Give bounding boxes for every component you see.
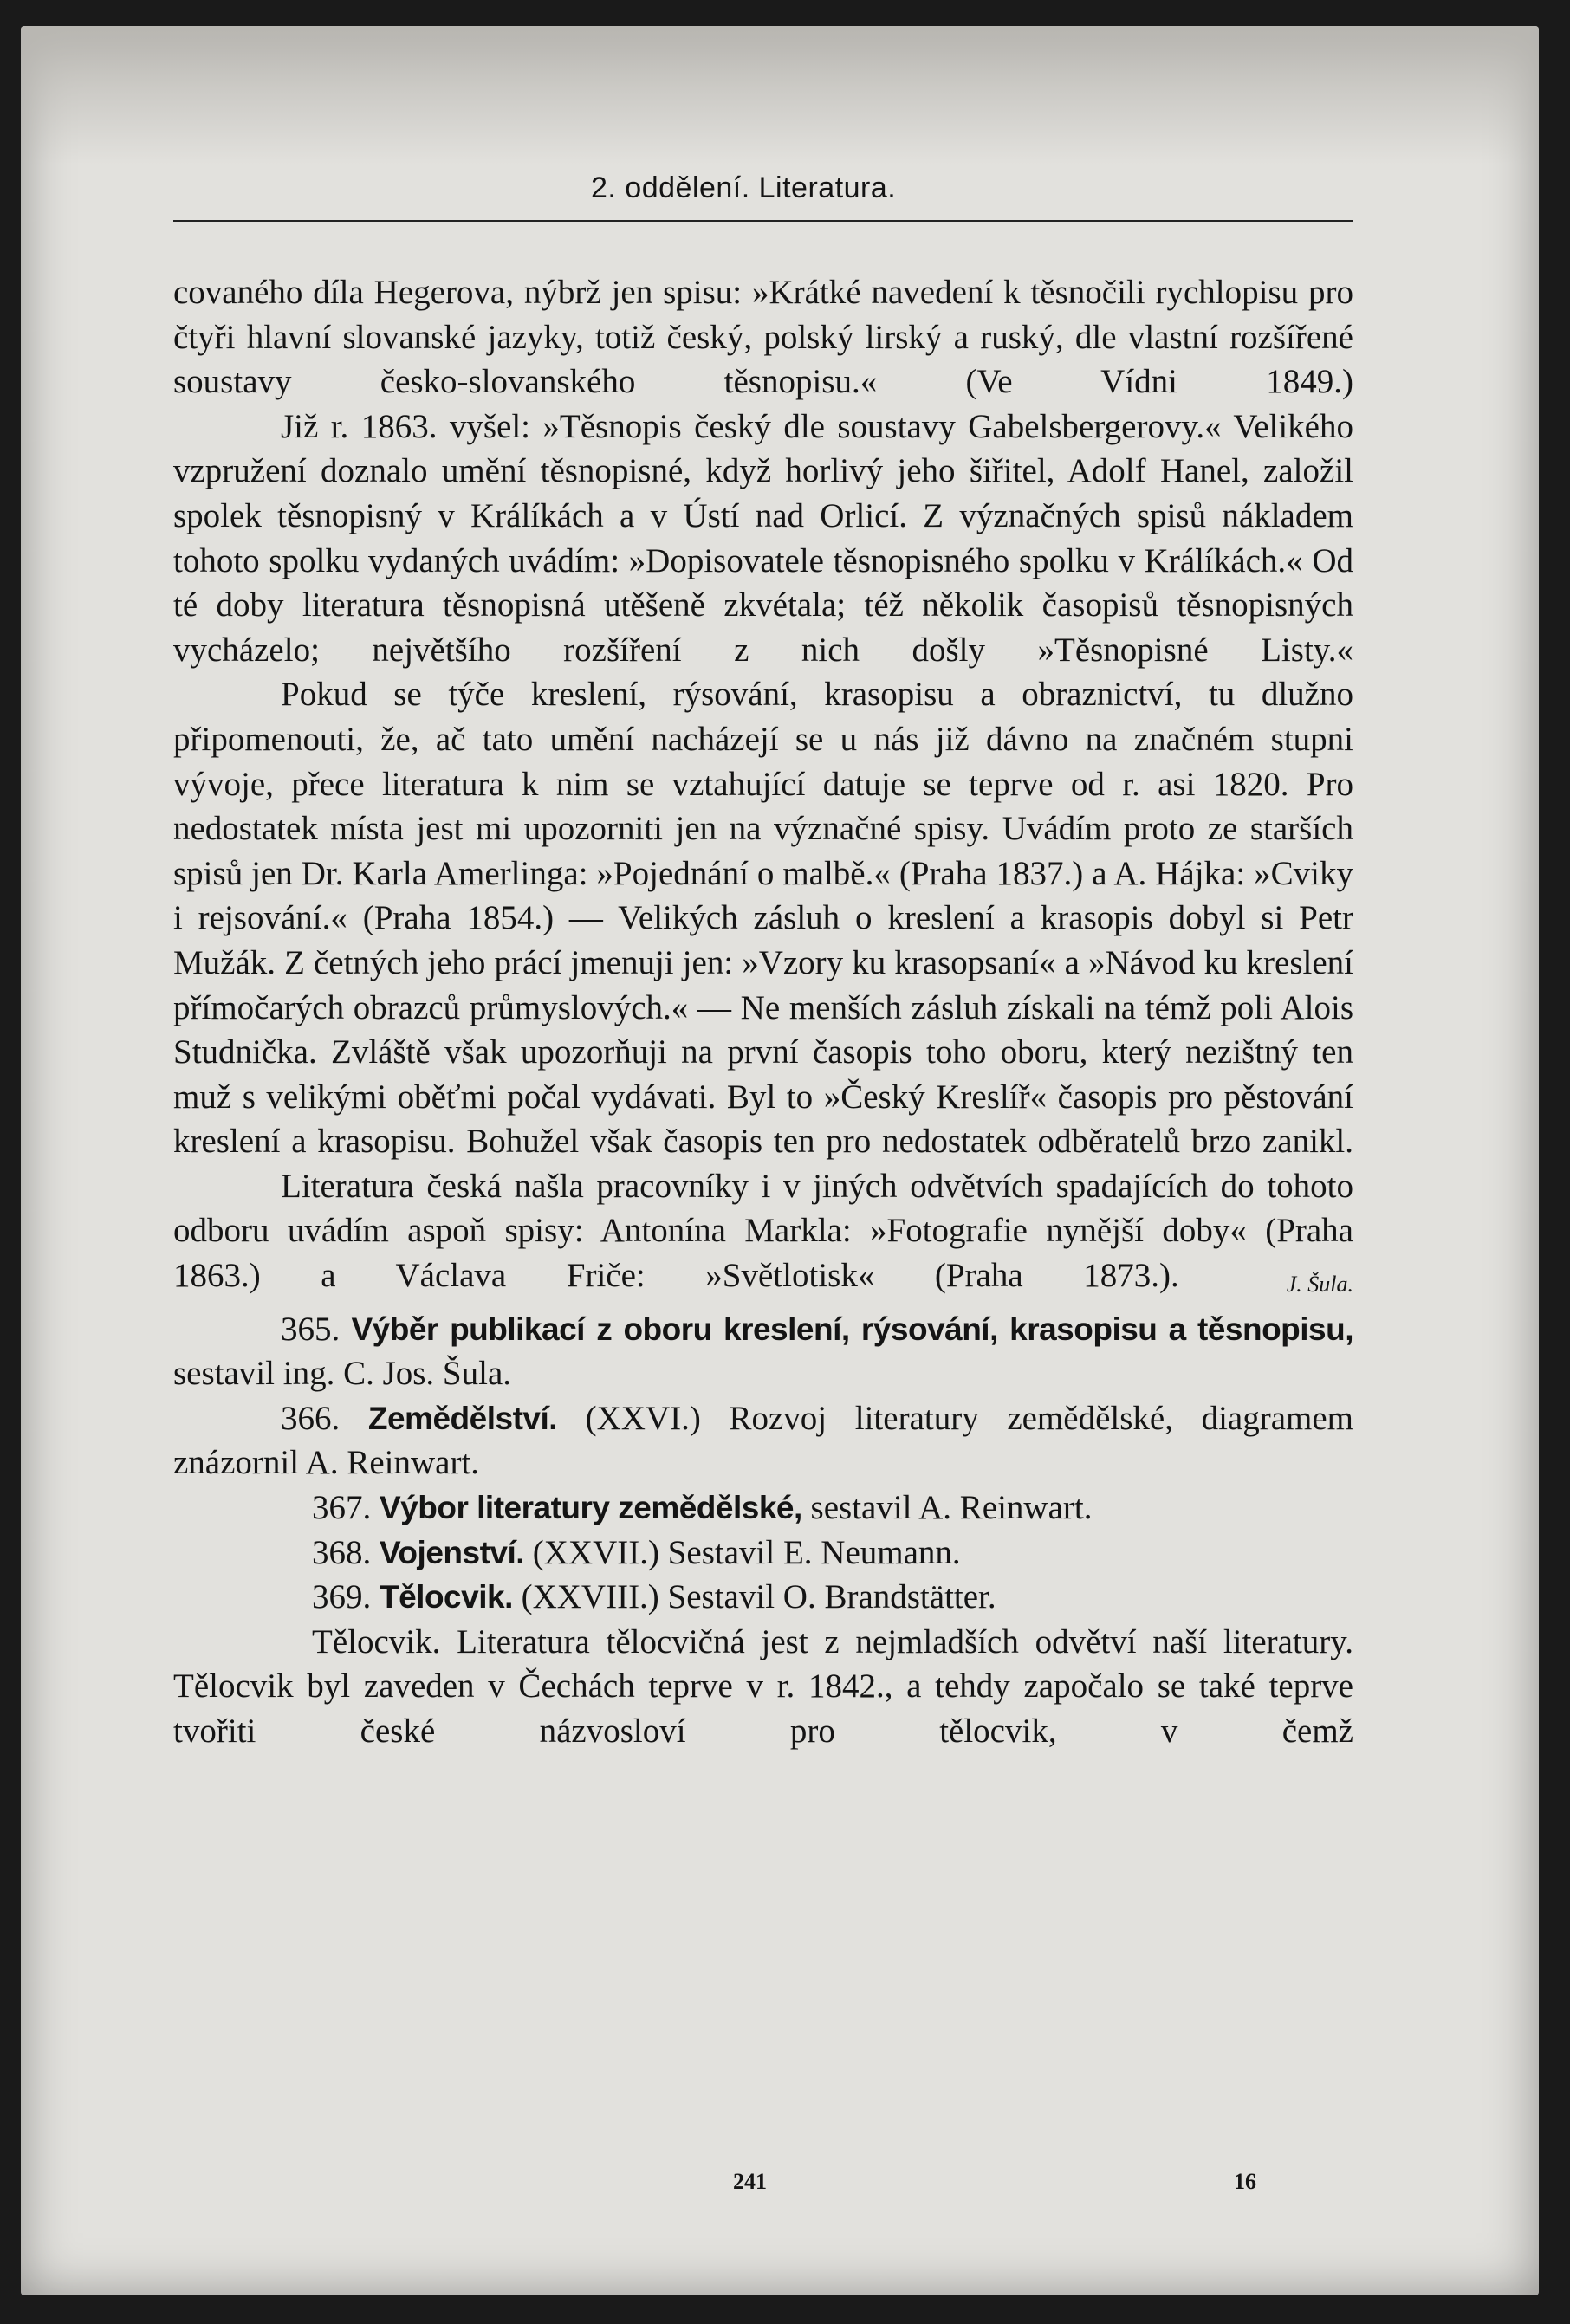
- header-rule: [173, 220, 1353, 222]
- document-page: [21, 26, 1539, 2295]
- entry-369: [173, 1575, 1353, 1620]
- entry-title: Výbor literatury zemědělské,: [380, 1490, 802, 1526]
- signature-mark: 16: [1234, 2169, 1256, 2194]
- paragraph-5: Tělocvik. Literatura tělocvičná jest z nejmladších odvětví naší literatury. Tělocvik byl zaveden v Čechách teprve v r. 1842., a tehdy započalo se také teprve tvořiti české názvosloví pro tělocvik, v čemž: [173, 1622, 1353, 1750]
- entry-number: 365.: [281, 1310, 341, 1348]
- entry-368: [173, 1531, 1353, 1576]
- entry-text: (XXVII.) Sestavil E. Neumann.: [532, 1533, 961, 1571]
- entry-title: Zemědělství.: [367, 1400, 558, 1436]
- entry-text: (XXVIII.) Sestavil O. Brandstätter.: [521, 1578, 996, 1616]
- body-text: [173, 270, 1353, 1754]
- entry-number: 368.: [312, 1533, 372, 1571]
- paragraph-4: [173, 1164, 1353, 1298]
- running-header: 2. oddělení. Literatura.: [591, 172, 897, 204]
- paragraph-2: Již r. 1863. vyšel: »Těsnopis český dle soustavy Gabelsbergerovy.« Velikého vzpružení doznalo umění těsnopisné, když horlivý jeho šiřitel, Adolf Hanel, založil spolek těsnopisný v Králíkách a v Ústí nad Orlicí. Z význačných spisů nákladem tohoto spolku vydaných uvádím: »Dopisovatele těsnopisného spolku v Králíkách.« Od té doby literatura těsnopisná utěšeně zkvétala; též několik časopisů těsnopisných vycházelo; největšího rozšíření z nich došly »Těsnopisné Listy.«: [173, 407, 1353, 669]
- page-number: 241: [733, 2169, 767, 2194]
- entry-text: sestavil A. Reinwart.: [810, 1489, 1093, 1527]
- entry-title: Výběr publikací z oboru kreslení, rýsování, krasopisu a těsnopisu,: [351, 1311, 1354, 1347]
- entry-number: 369.: [312, 1578, 372, 1616]
- paragraph-4-text: Literatura česká našla pracovníky i v jiných odvětvích spadajících do tohoto odboru uvádím aspoň spisy: Antonína Markla: »Fotografie nynější doby« (Praha 1863.) a Václava Friče: »Světlotisk« (Praha 1873.).: [173, 1167, 1353, 1295]
- entry-text: (XXVI.) Rozvoj literatury zemědělské, diagramem znázornil A. Reinwart.: [173, 1399, 1354, 1482]
- entry-number: 367.: [312, 1489, 372, 1527]
- entry-367: [173, 1486, 1353, 1531]
- author-signature: J. Šula.: [1286, 1272, 1353, 1298]
- entry-text: sestavil ing. C. Jos. Šula.: [173, 1355, 512, 1393]
- entry-title: Tělocvik.: [380, 1579, 513, 1615]
- paragraph-1: covaného díla Hegerova, nýbrž jen spisu: »Krátké navedení k těsnočili rychlopisu pro čtyři hlavní slovanské jazyky, totiž český, polský lirský a ruský, dle vlastní rozšířené soustavy česko-slovanského těsnopisu.« (Ve Vídni 1849.): [173, 274, 1353, 401]
- entry-365: [173, 1307, 1353, 1396]
- paragraph-3: Pokud se týče kreslení, rýsování, krasopisu a obraznictví, tu dlužno připomenouti, že, ač tato umění nacházejí se u nás již dávno na značném stupni vývoje, přece literatura k nim se vztahující datuje se teprve od r. asi 1820. Pro nedostatek místa jest mi upozorniti jen na význačné spisy. Uvádím proto ze starších spisů jen Dr. Karla Amerlinga: »Pojednání o malbě.« (Praha 1837.) a A. Hájka: »Cviky i rejsování.« (Praha 1854.) — Velikých zásluh o kreslení a krasopis dobyl si Petr Mužák. Z četných jeho prácí jmenuji jen: »Vzory ku krasopsaní« a »Návod ku kreslení přímočarých obrazců průmyslových.« — Ne menších zásluh získali na témž poli Alois Studnička. Zvláště však upozorňuji na první časopis toho oboru, který nezištný ten muž s velikými oběťmi počal vydávati. Byl to »Český Kreslíř« časopis pro pěstování kreslení a krasopisu. Bohužel však časopis ten pro nedostatek odběratelů brzo zanikl.: [173, 676, 1353, 1161]
- entry-number: 366.: [281, 1399, 341, 1437]
- entry-366: [173, 1396, 1353, 1486]
- entry-title: Vojenství.: [380, 1534, 525, 1570]
